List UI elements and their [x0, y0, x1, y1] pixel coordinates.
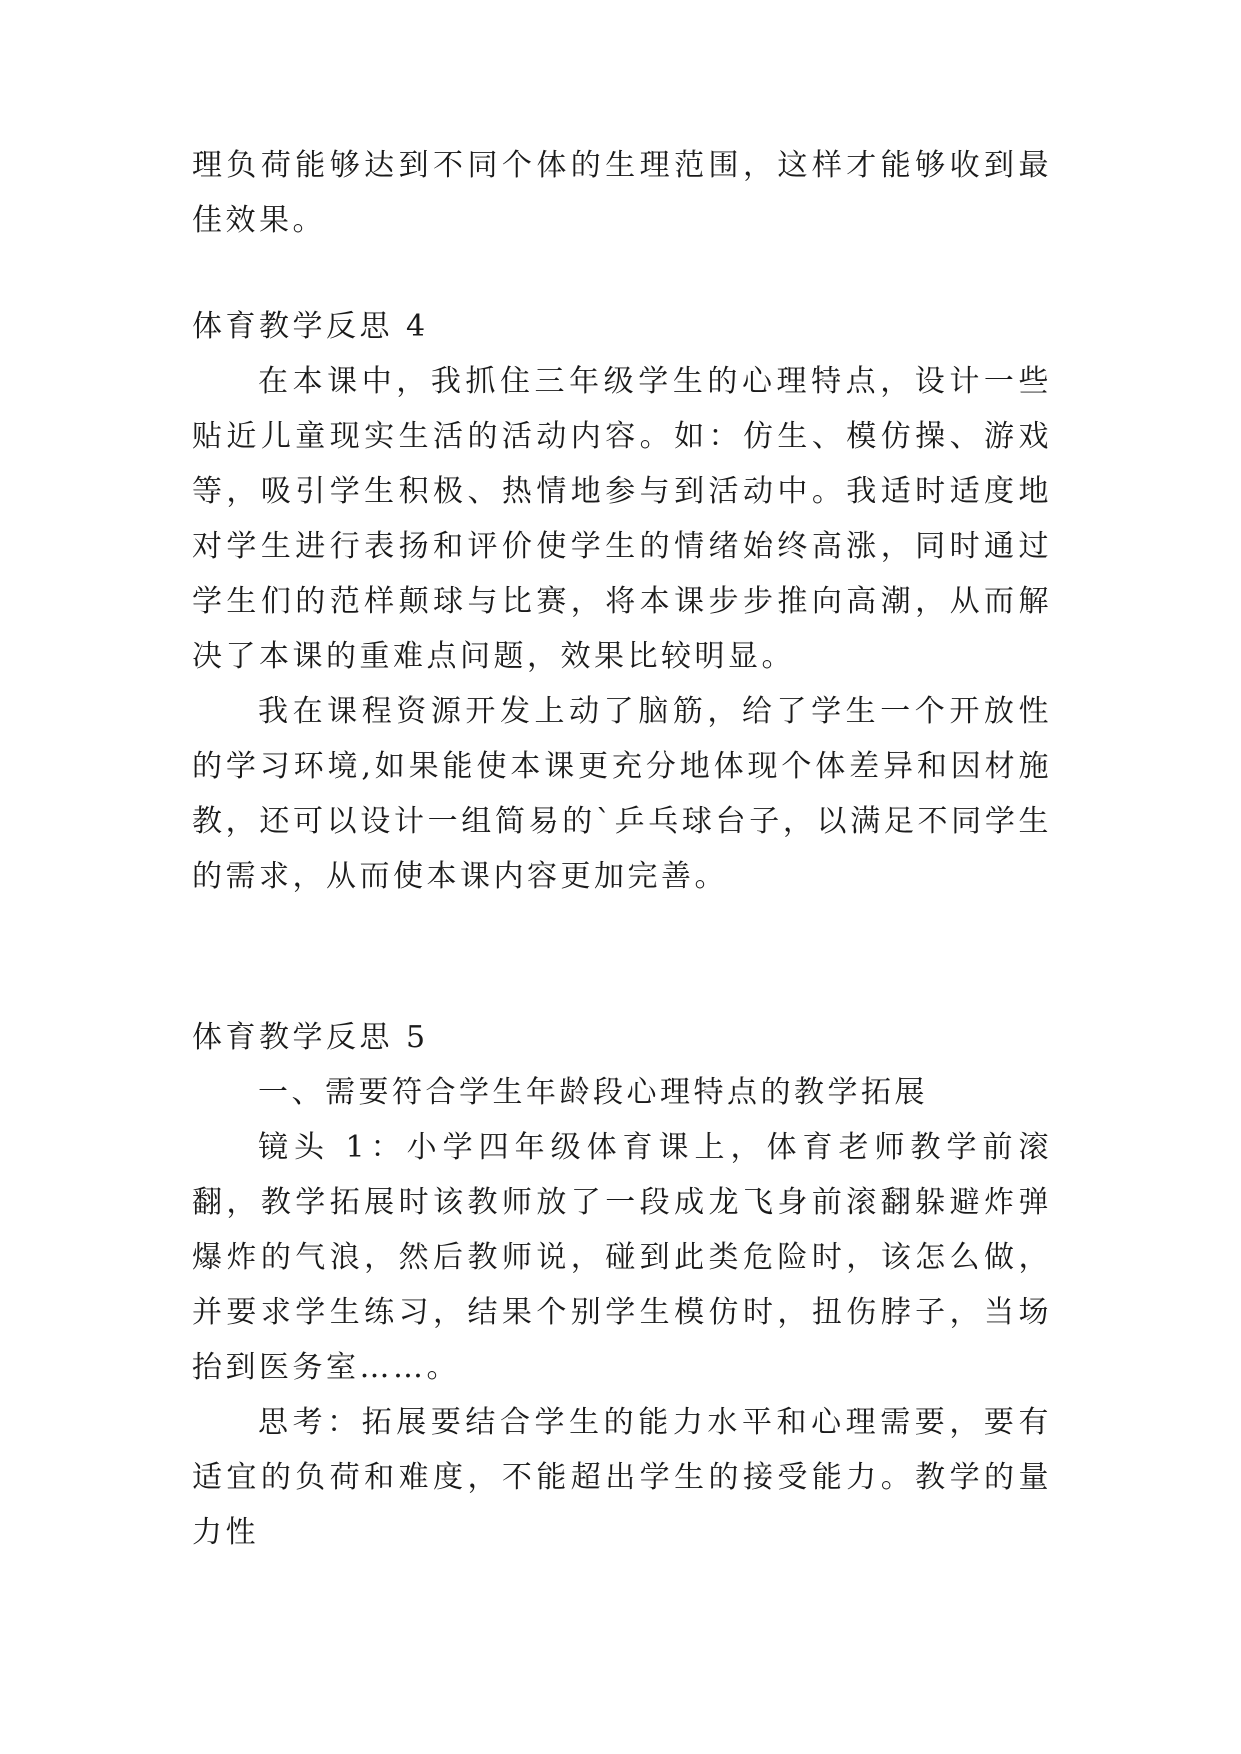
section-4-paragraph-1: 在本课中，我抓住三年级学生的心理特点，设计一些贴近儿童现实生活的活动内容。如：仿生、模仿操、游戏等，吸引学生积极、热情地参与到活动中。我适时适度地对学生进行表扬和评价使学生的情绪始终高涨，同时通过学生们的范样颠球与比赛，将本课步步推向高潮，从而解决了本课的重难点问题，效果比较明显。 [192, 364, 1052, 674]
section-4-paragraph-2: 我在课程资源开发上动了脑筋，给了学生一个开放性的学习环境,如果能使本课更充分地体现个体差异和因材施教，还可以设计一组简易的`乒乓球台子，以满足不同学生的需求，从而使本课内容更加完善。 [192, 694, 1052, 894]
section-5-title: 体育教学反思 5 [192, 1020, 429, 1055]
section-4-title: 体育教学反思 4 [192, 309, 429, 344]
section-5-paragraph-2: 思考：拓展要结合学生的能力水平和心理需要，要有适宜的负荷和难度，不能超出学生的接受能力。教学的量力性 [192, 1405, 1052, 1550]
section-5-subheading: 一、需要符合学生年龄段心理特点的教学拓展 [258, 1075, 928, 1110]
section-5-paragraph-1: 镜头 1：小学四年级体育课上，体育老师教学前滚翻，教学拓展时该教师放了一段成龙飞身前滚翻躲避炸弹爆炸的气浪，然后教师说，碰到此类危险时，该怎么做，并要求学生练习，结果个别学生模仿时，扭伤脖子，当场抬到医务室……。 [192, 1130, 1052, 1385]
continuation-paragraph: 理负荷能够达到不同个体的生理范围，这样才能够收到最佳效果。 [192, 148, 1052, 238]
